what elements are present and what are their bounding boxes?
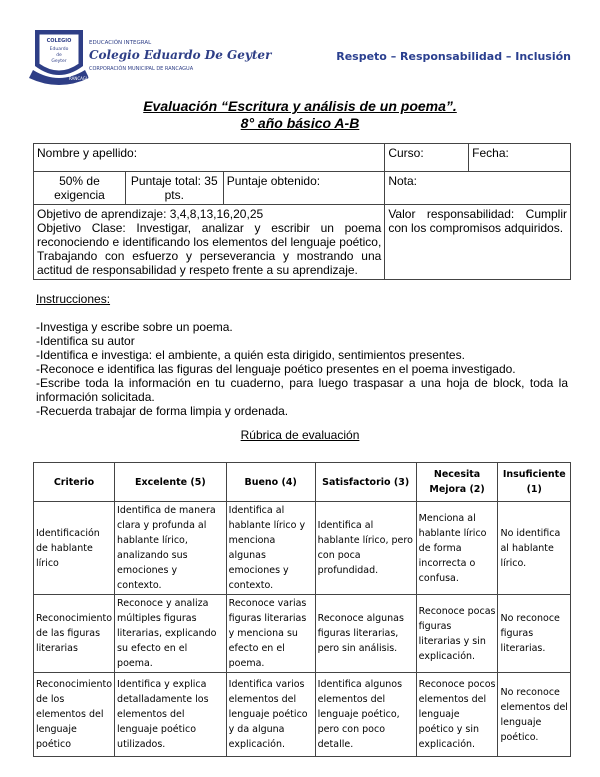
objectives-cell [34,205,385,280]
table-row [34,673,571,757]
grade-field[interactable]: Nota: [385,172,571,205]
svg-text:COLEGIO: COLEGIO [46,38,72,44]
rubric-cell: No reconoce elementos del lenguaje poético. [498,673,571,757]
rubric-cell: Identifica varios elementos del lenguaje poético y da alguna explicación. [226,673,315,757]
svg-text:Eduardo: Eduardo [49,47,69,52]
evaluation-title: Evaluación “Escritura y análisis de un poema”. [143,98,457,114]
course-field[interactable]: Curso: [385,144,469,172]
total-score-label: Puntaje total: 35 pts. [125,172,223,205]
rubric-cell: Reconocimiento de los elementos del lenguaje poético [34,673,115,757]
instruction-item: -Recuerda trabajar de forma limpia y ordenada. [36,404,289,418]
rubric-table [33,462,571,757]
date-field[interactable]: Fecha: [469,144,571,172]
exigency-label: 50% de exigencia [34,172,126,205]
name-field[interactable]: Nombre y apellido: [34,144,385,172]
rubric-header-row [34,463,571,502]
table-row [34,595,571,673]
instruction-item: -Investiga y escribe sobre un poema. [36,320,233,334]
evaluation-subtitle: 8° año básico A-B [240,115,360,131]
rubric-cell: Identifica y explica detalladamente los elementos del lenguaje poético utilizados. [115,673,227,757]
instruction-item: -Reconoce e identifica las figuras del lenguaje poético presentes en el poema investigado. [36,362,516,376]
instructions-section [36,292,568,418]
svg-text:Geyter: Geyter [51,59,67,64]
instruction-item: -Identifica su autor [36,334,135,348]
rubric-cell: Identifica algunos elementos del lenguaje poético, pero con poco detalle. [315,673,416,757]
obtained-score-field[interactable]: Puntaje obtenido: [223,172,385,205]
table-row [34,502,571,595]
rubric-title: Rúbrica de evaluación [240,428,360,442]
rubric-cell: Identifica al hablante lírico, pero con poca profundidad. [315,502,416,595]
svg-text:de: de [56,53,62,58]
learning-objective: Objetivo de aprendizaje: 3,4,8,13,16,20,25 [37,207,264,221]
rubric-cell: Reconoce algunas figuras literarias, pero sin análisis. [315,595,416,673]
rubric-header: Criterio [34,463,115,502]
rubric-header: Bueno (4) [226,463,315,502]
rubric-cell: No reconoce figuras literarias. [498,595,571,673]
svg-text:Colegio Eduardo De Geyter: Colegio Eduardo De Geyter [89,48,272,62]
rubric-header: Necesita Mejora (2) [416,463,498,502]
rubric-cell: Identifica al hablante lírico y menciona algunas emociones y contexto. [226,502,315,595]
instructions-heading: Instrucciones: [36,292,111,306]
value-cell: Valor responsabilidad: Cumplir con los compromisos adquiridos. [385,205,571,280]
class-objective: Objetivo Clase: Investigar, analizar y escribir un poema reconociendo e identificando los elementos del lenguaje poético, Trabajando con esfuerzo y perseverancia y mostrando una actitud de responsabilidad y respeto frente a su aprendizaje. [37,221,382,277]
rubric-cell: Reconoce pocas figuras literarias y sin explicación. [416,595,498,673]
rubric-header: Satisfactorio (3) [315,463,416,502]
rubric-cell: Reconocimiento de las figuras literarias [34,595,115,673]
svg-text:RANCAGUA: RANCAGUA [69,76,92,81]
rubric-cell: Reconoce y analiza múltiples figuras literarias, explicando su efecto en el poema. [115,595,227,673]
school-motto: Respeto – Responsabilidad – Inclusión [336,50,571,63]
rubric-cell: Identifica de manera clara y profunda al hablante lírico, analizando sus emociones y contexto. [115,502,227,595]
rubric-cell: Reconoce pocos elementos del lenguaje poético y sin explicación. [416,673,498,757]
rubric-cell: Menciona al hablante lírico de forma incorrecta o confusa. [416,502,498,595]
rubric-header: Excelente (5) [115,463,227,502]
instruction-item: -Identifica e investiga: el ambiente, a quién esta dirigido, sentimientos presentes. [36,348,465,362]
instruction-item: -Escribe toda la información en tu cuaderno, para luego traspasar a una hoja de block, toda la información solicitada. [36,376,568,404]
svg-text:EDUCACIÓN INTEGRAL: EDUCACIÓN INTEGRAL [89,40,152,46]
rubric-cell: Identificación de hablante lírico [34,502,115,595]
rubric-cell: Reconoce varias figuras literarias y menciona su efecto en el poema. [226,595,315,673]
rubric-header: Insuficiente (1) [498,463,571,502]
document-header [33,28,573,84]
rubric-cell: No identifica al hablante lírico. [498,502,571,595]
school-logo [33,28,272,84]
student-info-table [33,143,571,280]
svg-text:CORPORACIÓN MUNICIPAL DE RANCA: CORPORACIÓN MUNICIPAL DE RANCAGUA [89,66,194,72]
